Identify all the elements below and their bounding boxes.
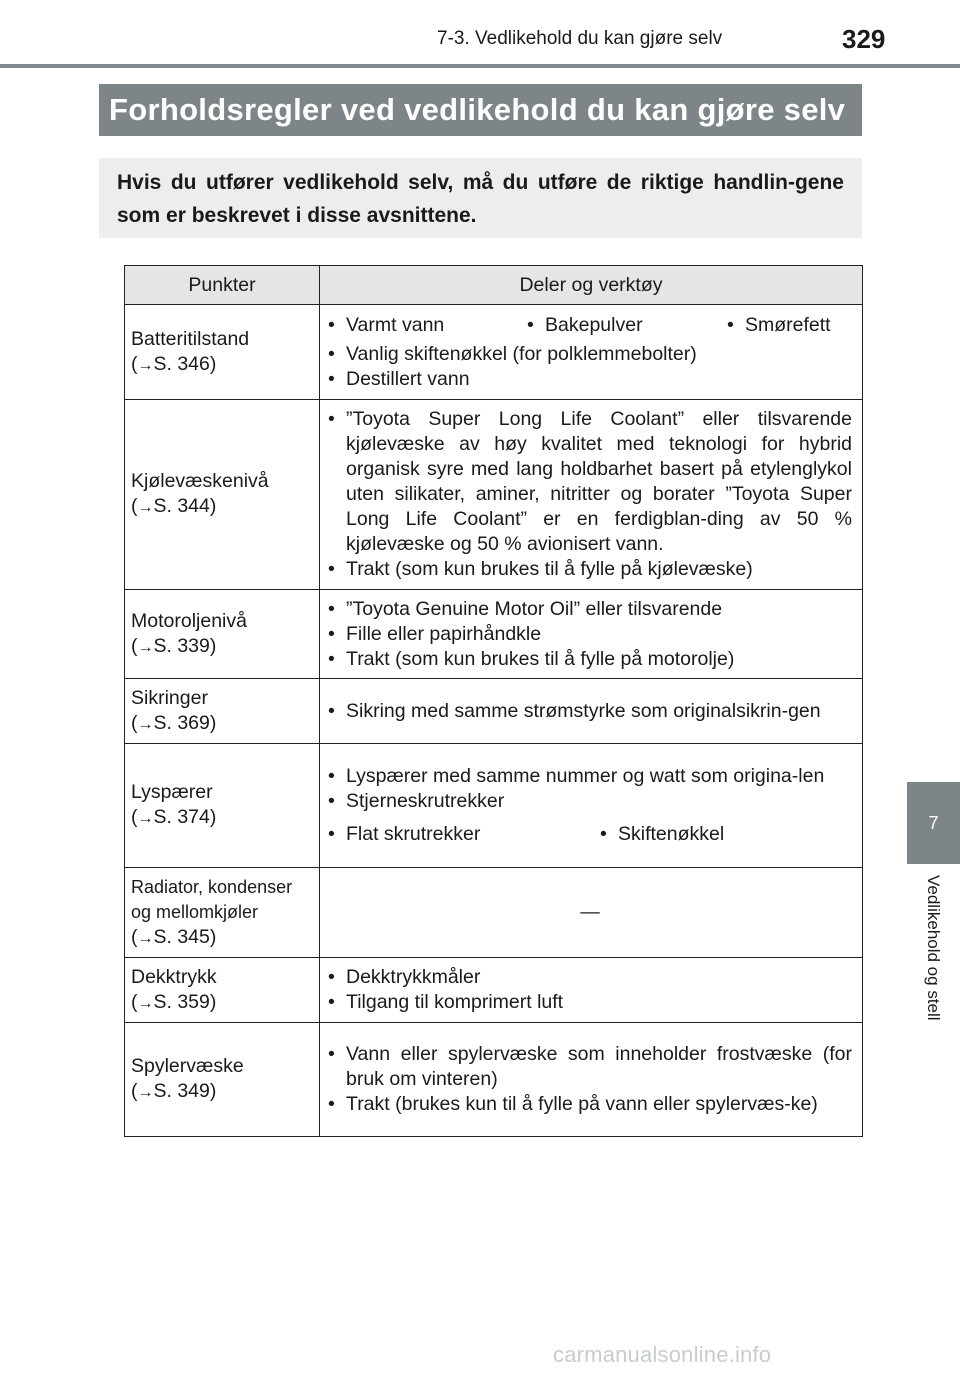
table-row <box>125 744 863 868</box>
item-name-continued: og mellomkjøler <box>131 901 259 922</box>
item-cell <box>125 305 320 400</box>
bullet-list <box>328 965 852 1015</box>
parts-cell <box>320 590 863 679</box>
table-row <box>125 400 863 590</box>
page-number: 329 <box>842 24 886 54</box>
bullet-list <box>328 1042 852 1117</box>
list-item: • Trakt (som kun brukes til å fylle på motorolje) <box>328 647 852 672</box>
table-row <box>125 679 863 744</box>
list-item: • ”Toyota Genuine Motor Oil” eller tilsvarende <box>328 597 852 622</box>
bullet-list <box>328 699 852 724</box>
page-reference: (→S. 346) <box>131 352 217 375</box>
list-item: • Trakt (brukes kun til å fylle på vann eller spylervæs-ke) <box>328 1092 852 1117</box>
column-header-items: Punkter <box>125 266 320 305</box>
arrow-icon: → <box>137 638 154 656</box>
list-item: • Varmt vann <box>328 313 527 338</box>
list-item: • Sikring med samme strømstyrke som originalsikrin-gen <box>328 699 852 724</box>
list-item: • Bakepulver <box>527 313 727 338</box>
chapter-tab: 7 <box>907 782 960 864</box>
arrow-icon: → <box>137 994 154 1012</box>
parts-cell <box>320 744 863 868</box>
page-reference: (→S. 339) <box>131 634 217 657</box>
item-cell <box>125 868 320 958</box>
table-row <box>125 958 863 1023</box>
list-item: • Smørefett <box>727 313 831 338</box>
page-reference: (→S. 345) <box>131 925 217 948</box>
bullet-list <box>328 597 852 672</box>
inline-bullet-row <box>328 822 852 847</box>
arrow-icon: → <box>137 810 154 827</box>
page-reference: (→S. 344) <box>131 495 217 517</box>
list-item: • Tilgang til komprimert luft <box>328 990 852 1015</box>
item-name: Motoroljenivå <box>131 609 247 632</box>
bullet-list <box>328 764 852 814</box>
page-reference: (→S. 369) <box>131 711 217 734</box>
item-name: Spylervæske <box>131 1055 244 1077</box>
item-cell <box>125 400 320 590</box>
item-cell <box>125 590 320 679</box>
list-item: • Dekktrykkmåler <box>328 965 852 990</box>
page-reference: (→S. 374) <box>131 806 217 828</box>
item-name: Dekktrykk <box>131 965 217 988</box>
table-row <box>125 590 863 679</box>
header-divider <box>0 64 960 68</box>
item-cell <box>125 679 320 744</box>
list-item: • Trakt (som kun brukes til å fylle på kjølevæske) <box>328 557 852 582</box>
list-item: • Stjerneskrutrekker <box>328 789 852 814</box>
parts-cell <box>320 1023 863 1137</box>
list-item: • Destillert vann <box>328 367 852 392</box>
parts-cell <box>320 400 863 590</box>
bullet-list <box>328 342 852 392</box>
arrow-icon: → <box>137 929 154 947</box>
arrow-icon: → <box>137 356 154 374</box>
table-row <box>125 868 863 958</box>
parts-cell <box>320 958 863 1023</box>
empty-dash: — <box>580 901 600 923</box>
item-name: Sikringer <box>131 686 208 709</box>
item-name: Radiator, kondenser <box>131 876 293 897</box>
list-item: • ”Toyota Super Long Life Coolant” eller tilsvarende kjølevæske av høy kvalitet med teknologi for hybrid organisk syre med lang holdbarhet basert på etylenglykol uten silikater, aminer, nitritter og borater ”Toyota Super Long Life Coolant” er en ferdigblan-ding av 50 % kjølevæske og 50 % avionisert vann. <box>328 407 852 557</box>
arrow-icon: → <box>137 1084 154 1101</box>
section-heading: 7-3. Vedlikehold du kan gjøre selv <box>437 28 723 49</box>
page-title: Forholdsregler ved vedlikehold du kan gjøre selv <box>99 84 862 136</box>
page-reference: (→S. 359) <box>131 990 217 1013</box>
column-header-parts: Deler og verktøy <box>320 266 863 305</box>
table-header-row <box>125 266 863 305</box>
arrow-icon: → <box>137 499 154 516</box>
list-item: • Skiftenøkkel <box>600 822 724 847</box>
item-cell <box>125 1023 320 1137</box>
page-reference: (→S. 349) <box>131 1080 217 1102</box>
intro-text: Hvis du utfører vedlikehold selv, må du utføre de riktige handlin-gene som er beskrevet i disse avsnittene. <box>99 158 862 238</box>
list-item: • Fille eller papirhåndkle <box>328 622 852 647</box>
maintenance-tools-table <box>124 265 863 1137</box>
list-item: • Vanlig skiftenøkkel (for polklemmebolter) <box>328 342 852 367</box>
item-name: Lyspærer <box>131 781 213 803</box>
table-row <box>125 1023 863 1137</box>
item-cell <box>125 744 320 868</box>
inline-bullet-row <box>328 313 852 338</box>
parts-cell <box>320 679 863 744</box>
chapter-label-text: Vedlikehold og stell <box>924 875 943 1021</box>
arrow-icon: → <box>137 715 154 733</box>
parts-cell <box>320 868 863 958</box>
list-item: • Vann eller spylervæske som inneholder frostvæske (for bruk om vinteren) <box>328 1042 852 1092</box>
list-item: • Flat skrutrekker <box>328 822 600 847</box>
watermark: carmanualsonline.info <box>553 1342 772 1367</box>
item-name: Batteritilstand <box>131 327 250 350</box>
item-name: Kjølevæskenivå <box>131 470 269 492</box>
parts-cell <box>320 305 863 400</box>
item-cell <box>125 958 320 1023</box>
chapter-side-label <box>906 875 960 1075</box>
table-row <box>125 305 863 400</box>
list-item: • Lyspærer med samme nummer og watt som origina-len <box>328 764 852 789</box>
bullet-list <box>328 407 852 582</box>
